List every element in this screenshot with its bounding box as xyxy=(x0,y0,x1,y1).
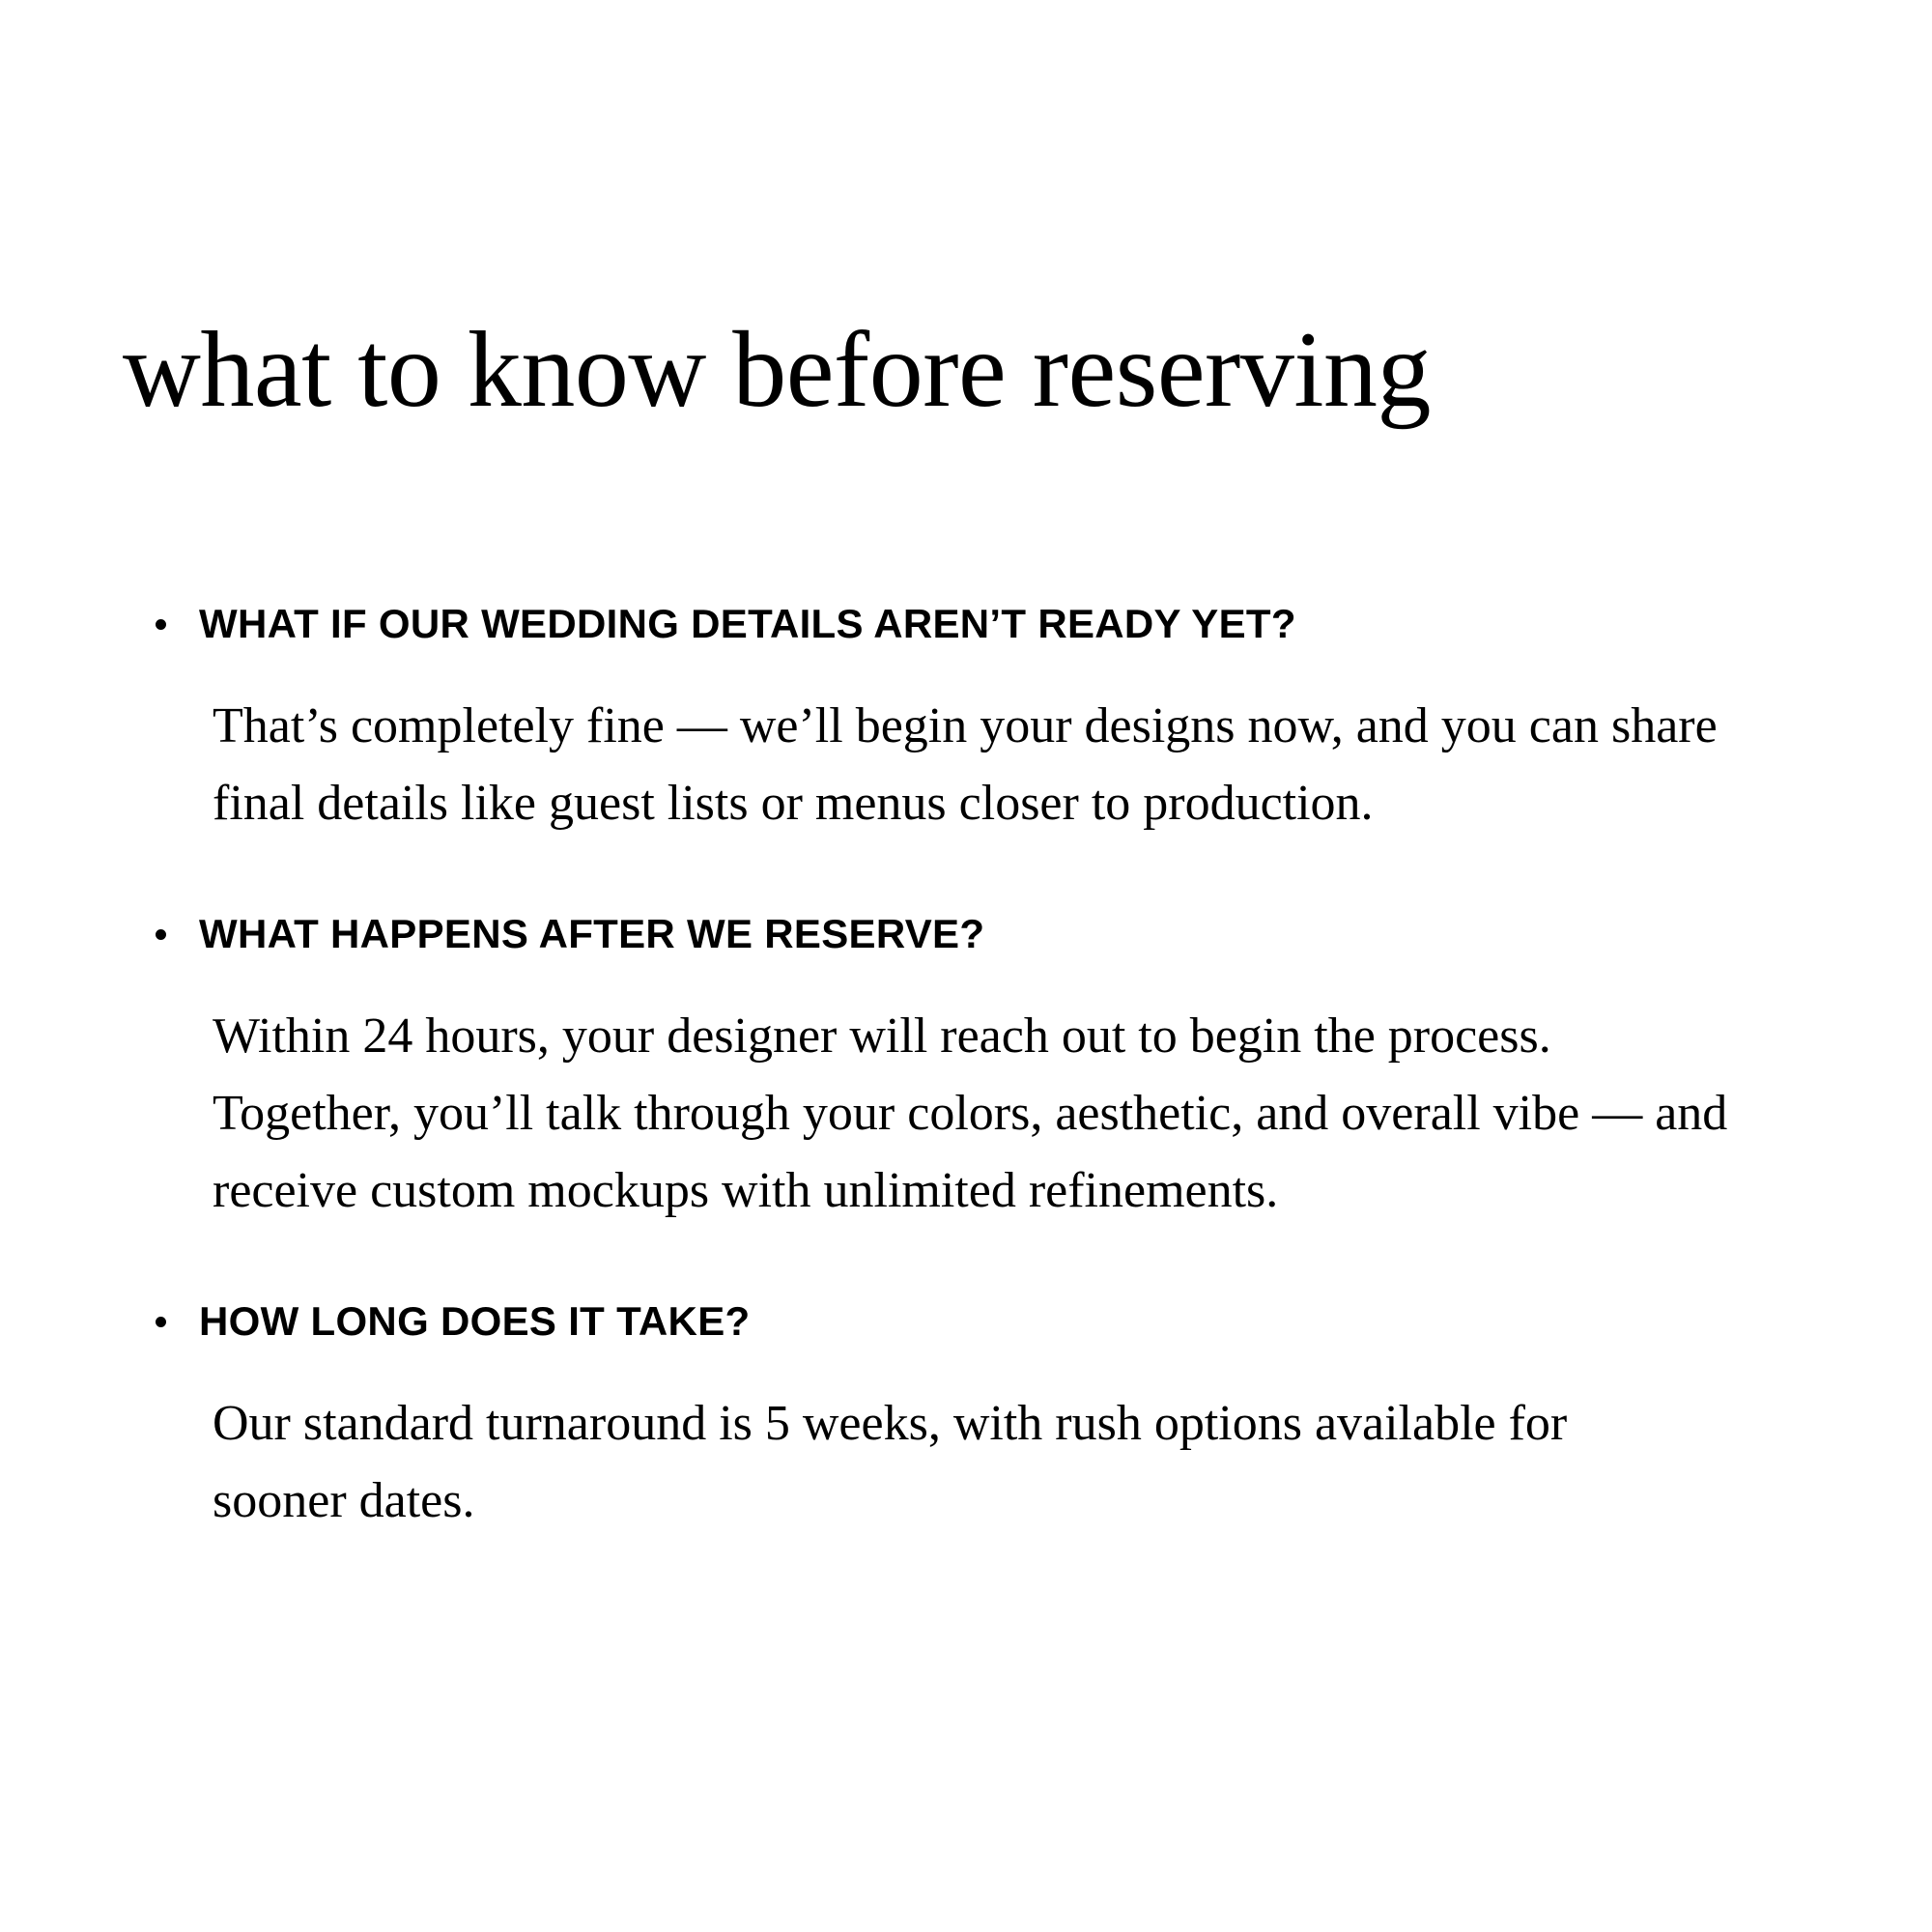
faq-answer xyxy=(213,688,1855,842)
faq-answer-line: Our standard turnaround is 5 weeks, with rush options available for xyxy=(213,1396,1568,1451)
faq-question: WHAT HAPPENS AFTER WE RESERVE? xyxy=(199,911,985,956)
faq-answer-line: That’s completely fine — we’ll begin your designs now, and you can share xyxy=(213,698,1718,753)
faq-answer xyxy=(213,1385,1855,1540)
faq-question: WHAT IF OUR WEDDING DETAILS AREN’T READY YET? xyxy=(199,601,1296,646)
bullet-icon xyxy=(156,619,166,630)
bullet-icon xyxy=(156,929,166,940)
bullet-icon xyxy=(156,1317,166,1327)
faq-answer-line: Together, you’ll talk through your colors, aesthetic, and overall vibe — and xyxy=(213,1086,1728,1141)
faq-answer-line: Within 24 hours, your designer will reach out to begin the process. xyxy=(213,1009,1551,1064)
faq-answer xyxy=(213,998,1855,1230)
faq-answer-line: receive custom mockups with unlimited refinements. xyxy=(213,1163,1279,1218)
page-title: what to know before reserving xyxy=(123,310,1431,430)
faq-answer-line: sooner dates. xyxy=(213,1473,475,1528)
faq-answer-line: final details like guest lists or menus closer to production. xyxy=(213,776,1374,831)
faq-question: HOW LONG DOES IT TAKE? xyxy=(199,1298,751,1344)
